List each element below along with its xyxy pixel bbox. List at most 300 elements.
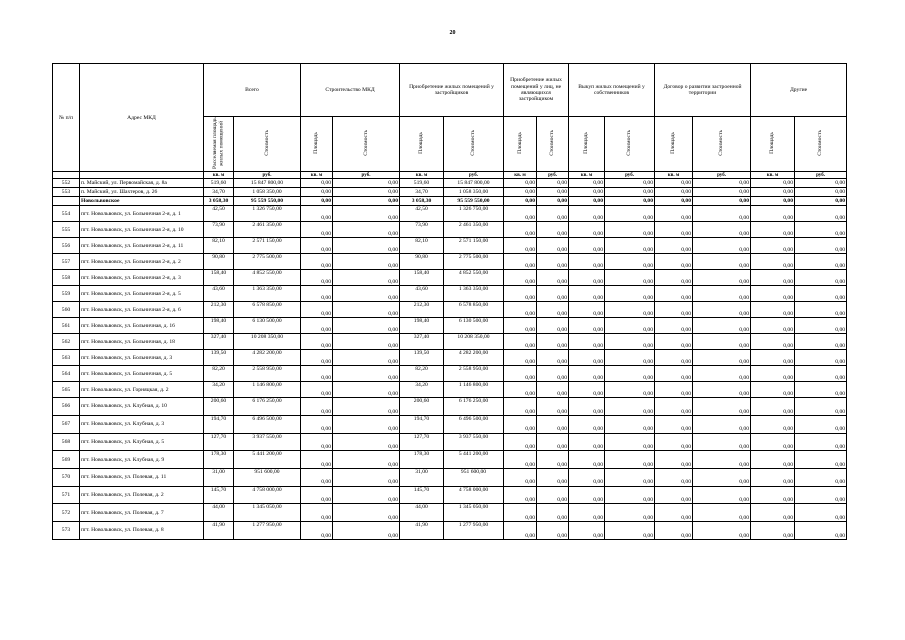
- area-value: 0,00: [504, 486, 537, 504]
- cost-value: 1 345 050,00: [234, 504, 301, 522]
- cost-value: 0,00: [795, 318, 847, 334]
- address-cell: пгт. Новольвовск, ул. Больничная, д. 5: [80, 366, 204, 382]
- cost-value: 0,00: [537, 302, 569, 318]
- cost-value: 4 282 200,00: [234, 350, 301, 366]
- cost-value: 0,00: [537, 451, 569, 469]
- area-value: 0,00: [504, 302, 537, 318]
- area-value: 0,00: [569, 318, 605, 334]
- cost-value: 0,00: [795, 433, 847, 451]
- area-value: 0,00: [504, 238, 537, 254]
- cost-value: 0,00: [693, 318, 751, 334]
- cost-value: 0,00: [795, 286, 847, 302]
- cost-value: 0,00: [693, 382, 751, 398]
- cost-value: 0,00: [693, 254, 751, 270]
- row-number: 564: [53, 366, 80, 382]
- cost-value: 0,00: [605, 318, 655, 334]
- area-value: 178,30: [204, 451, 234, 469]
- cost-value: 0,00: [795, 398, 847, 416]
- area-value: 0,00: [301, 486, 333, 504]
- row-number: 556: [53, 238, 80, 254]
- area-value: 0,00: [655, 270, 693, 286]
- cost-value: 0,00: [605, 350, 655, 366]
- area-value: 0,00: [655, 179, 693, 188]
- cost-value: 0,00: [795, 334, 847, 350]
- row-number: 567: [53, 415, 80, 433]
- cost-value: 2 461 350,00: [234, 222, 301, 238]
- cost-value: 0,00: [537, 179, 569, 188]
- area-value: 0,00: [569, 366, 605, 382]
- cost-value: 0,00: [605, 179, 655, 188]
- units-row: [53, 172, 847, 179]
- area-value: 0,00: [504, 179, 537, 188]
- cost-value: 0,00: [693, 398, 751, 416]
- area-value: 31,00: [400, 469, 444, 487]
- cost-value: 0,00: [605, 222, 655, 238]
- cost-value: 5 441 200,00: [234, 451, 301, 469]
- address-cell: пгт. Новольвовск, ул. Клубная, д. 3: [80, 415, 204, 433]
- address-cell: пгт. Новольвовск, ул. Больничная 2-я, д. 3: [80, 270, 204, 286]
- area-value: 200,60: [400, 398, 444, 416]
- cost-value: 2 775 500,00: [234, 254, 301, 270]
- unit-label: руб.: [693, 172, 751, 179]
- unit-label: кв. м: [504, 172, 537, 179]
- area-value: 43,60: [204, 286, 234, 302]
- table-header: [53, 64, 847, 179]
- cost-value: 3 937 550,00: [234, 433, 301, 451]
- unit-label: руб.: [333, 172, 400, 179]
- row-number: 560: [53, 302, 80, 318]
- area-value: 127,70: [204, 433, 234, 451]
- area-value: 0,00: [655, 451, 693, 469]
- area-value: 0,00: [569, 486, 605, 504]
- cost-value: 0,00: [795, 451, 847, 469]
- table-row: [53, 486, 847, 504]
- unit-label: руб.: [234, 172, 301, 179]
- resettlement-table: [52, 63, 847, 540]
- header-group-purchase-developer: Приобретение жилых помещений у застройщиков: [400, 64, 504, 117]
- area-value: 82,20: [400, 366, 444, 382]
- area-value: 0,00: [751, 486, 795, 504]
- cost-value: 5 441 200,00: [444, 451, 504, 469]
- cost-value: 0,00: [605, 206, 655, 222]
- area-value: 0,00: [751, 188, 795, 197]
- cost-value: 0,00: [605, 504, 655, 522]
- cost-value: 0,00: [537, 486, 569, 504]
- area-value: 0,00: [569, 197, 605, 206]
- unit-label: кв. м: [301, 172, 333, 179]
- area-value: 0,00: [504, 286, 537, 302]
- area-value: 194,70: [204, 415, 234, 433]
- area-value: 41,90: [400, 522, 444, 540]
- area-value: 158,40: [400, 270, 444, 286]
- area-value: 0,00: [504, 522, 537, 540]
- area-value: 0,00: [655, 433, 693, 451]
- address-cell: пгт. Новольвовск, ул. Клубная, д. 9: [80, 451, 204, 469]
- cost-value: 0,00: [333, 254, 400, 270]
- cost-value: 0,00: [537, 334, 569, 350]
- area-value: 0,00: [301, 206, 333, 222]
- area-value: 0,00: [301, 469, 333, 487]
- cost-value: 0,00: [605, 270, 655, 286]
- address-cell: пгт. Новольвовск, ул. Больничная 2-я, д. 6: [80, 302, 204, 318]
- row-number: 572: [53, 504, 80, 522]
- area-value: 0,00: [504, 270, 537, 286]
- cost-value: 10 208 350,00: [444, 334, 504, 350]
- cost-value: 0,00: [693, 222, 751, 238]
- address-cell: п. Майский, ул. Шахтеров, д. 26: [80, 188, 204, 197]
- header-group-construction: Строительство МКД: [301, 64, 400, 117]
- district-name: Новольвовское: [80, 197, 204, 206]
- address-cell: пгт. Новольвовск, ул. Больничная 2-я, д. 2: [80, 254, 204, 270]
- area-value: 90,80: [204, 254, 234, 270]
- area-value: 0,00: [504, 366, 537, 382]
- area-value: 0,00: [301, 398, 333, 416]
- unit-label: кв. м: [569, 172, 605, 179]
- area-value: 0,00: [655, 188, 693, 197]
- cost-value: 0,00: [605, 334, 655, 350]
- address-cell: п. Майский, ул. Первомайская, д. 8а: [80, 179, 204, 188]
- cost-value: 0,00: [605, 197, 655, 206]
- area-value: 0,00: [569, 238, 605, 254]
- cost-value: 0,00: [605, 398, 655, 416]
- cost-value: 0,00: [537, 398, 569, 416]
- row-number: 562: [53, 334, 80, 350]
- cost-value: 0,00: [693, 469, 751, 487]
- address-cell: пгт. Новольвовск, ул. Клубная, д. 5: [80, 433, 204, 451]
- cost-value: 0,00: [795, 415, 847, 433]
- row-number: 569: [53, 451, 80, 469]
- area-value: 0,00: [569, 504, 605, 522]
- header-group-other: Другие: [751, 64, 847, 117]
- cost-value: 6 578 850,00: [444, 302, 504, 318]
- area-value: 31,00: [204, 469, 234, 487]
- cost-value: 0,00: [333, 334, 400, 350]
- row-number: [53, 197, 80, 206]
- area-value: 0,00: [569, 433, 605, 451]
- cost-value: 4 852 550,00: [234, 270, 301, 286]
- cost-value: 10 208 350,00: [234, 334, 301, 350]
- area-value: 3 058,30: [204, 197, 234, 206]
- area-value: 0,00: [655, 366, 693, 382]
- area-value: 519,60: [204, 179, 234, 188]
- cost-value: 6 496 500,00: [444, 415, 504, 433]
- cost-value: 15 847 800,00: [444, 179, 504, 188]
- cost-value: 6 496 500,00: [234, 415, 301, 433]
- area-value: 0,00: [504, 188, 537, 197]
- cost-value: 0,00: [333, 188, 400, 197]
- cost-value: 1 345 050,00: [444, 504, 504, 522]
- cost-value: 1 363 350,00: [444, 286, 504, 302]
- area-value: 0,00: [655, 286, 693, 302]
- area-value: 0,00: [751, 318, 795, 334]
- cost-value: 951 600,00: [444, 469, 504, 487]
- area-value: 0,00: [301, 451, 333, 469]
- header-group-purchase-non-developer: Приобретение жилых помещений у лиц, не являющихся застройщиком: [504, 64, 569, 117]
- area-value: 0,00: [301, 270, 333, 286]
- area-value: 0,00: [751, 302, 795, 318]
- cost-value: 6 130 500,00: [444, 318, 504, 334]
- cost-value: 2 571 150,00: [444, 238, 504, 254]
- area-value: 90,80: [400, 254, 444, 270]
- area-value: 34,70: [400, 188, 444, 197]
- cost-value: 2 571 150,00: [234, 238, 301, 254]
- cost-value: 0,00: [537, 318, 569, 334]
- cost-value: 0,00: [795, 206, 847, 222]
- cost-value: 0,00: [693, 433, 751, 451]
- cost-value: 0,00: [537, 415, 569, 433]
- area-value: 0,00: [504, 222, 537, 238]
- unit-label: руб.: [444, 172, 504, 179]
- area-value: 0,00: [655, 504, 693, 522]
- cost-value: 0,00: [795, 197, 847, 206]
- area-value: 0,00: [751, 350, 795, 366]
- area-value: 0,00: [504, 206, 537, 222]
- area-value: 145,70: [204, 486, 234, 504]
- cost-value: 1 363 350,00: [234, 286, 301, 302]
- header-group-buyout: Выкуп жилых помещений у собственников: [569, 64, 655, 117]
- table-body: [53, 179, 847, 540]
- table-row: [53, 286, 847, 302]
- cost-value: 0,00: [795, 188, 847, 197]
- table-row: [53, 366, 847, 382]
- area-value: 0,00: [751, 238, 795, 254]
- cost-value: 0,00: [795, 486, 847, 504]
- area-value: 0,00: [301, 433, 333, 451]
- cost-value: 0,00: [795, 222, 847, 238]
- area-value: 198,40: [400, 318, 444, 334]
- cost-value: 0,00: [795, 382, 847, 398]
- area-value: 0,00: [655, 197, 693, 206]
- table-row: [53, 334, 847, 350]
- unit-label: кв. м: [751, 172, 795, 179]
- area-value: 0,00: [655, 522, 693, 540]
- table-row: [53, 415, 847, 433]
- table-row: [53, 302, 847, 318]
- cost-value: 0,00: [605, 486, 655, 504]
- area-value: 0,00: [569, 254, 605, 270]
- area-value: 0,00: [569, 286, 605, 302]
- area-value: 327,40: [204, 334, 234, 350]
- area-value: 0,00: [504, 382, 537, 398]
- header-cost: Стоимость: [537, 117, 569, 172]
- cost-value: 0,00: [537, 469, 569, 487]
- cost-value: 0,00: [605, 433, 655, 451]
- cost-value: 0,00: [693, 486, 751, 504]
- area-value: 194,70: [400, 415, 444, 433]
- area-value: 0,00: [569, 302, 605, 318]
- area-value: 0,00: [301, 179, 333, 188]
- cost-value: 0,00: [537, 197, 569, 206]
- row-number: 557: [53, 254, 80, 270]
- cost-value: 0,00: [795, 366, 847, 382]
- cost-value: 0,00: [333, 318, 400, 334]
- area-value: 0,00: [301, 286, 333, 302]
- area-value: 0,00: [301, 197, 333, 206]
- area-value: 0,00: [569, 522, 605, 540]
- cost-value: 0,00: [795, 179, 847, 188]
- area-value: 200,60: [204, 398, 234, 416]
- cost-value: 0,00: [537, 433, 569, 451]
- cost-value: 0,00: [333, 504, 400, 522]
- area-value: 0,00: [569, 188, 605, 197]
- cost-value: 0,00: [693, 451, 751, 469]
- area-value: 0,00: [504, 504, 537, 522]
- table-row: [53, 382, 847, 398]
- address-cell: пгт. Новольвовск, ул. Полевая, д. 7: [80, 504, 204, 522]
- cost-value: 0,00: [537, 350, 569, 366]
- cost-value: 95 559 550,00: [234, 197, 301, 206]
- cost-value: 0,00: [537, 222, 569, 238]
- cost-value: 0,00: [537, 206, 569, 222]
- header-cost: Стоимость: [444, 117, 504, 172]
- table-row: [53, 522, 847, 540]
- area-value: 178,30: [400, 451, 444, 469]
- header-cost: Стоимость: [333, 117, 400, 172]
- area-value: 34,70: [204, 188, 234, 197]
- row-number: 563: [53, 350, 80, 366]
- area-value: 0,00: [504, 197, 537, 206]
- cost-value: 6 578 850,00: [234, 302, 301, 318]
- cost-value: 0,00: [693, 366, 751, 382]
- row-number: 571: [53, 486, 80, 504]
- area-value: 43,60: [400, 286, 444, 302]
- cost-value: 0,00: [605, 302, 655, 318]
- table-row: [53, 206, 847, 222]
- cost-value: 0,00: [795, 238, 847, 254]
- header-cost: Стоимость: [605, 117, 655, 172]
- area-value: 0,00: [751, 415, 795, 433]
- area-value: 34,20: [204, 382, 234, 398]
- header-area: Площадь: [504, 117, 537, 172]
- area-value: 0,00: [504, 469, 537, 487]
- area-value: 0,00: [751, 254, 795, 270]
- cost-value: 2 558 950,00: [234, 366, 301, 382]
- cost-value: 0,00: [605, 415, 655, 433]
- area-value: 0,00: [655, 302, 693, 318]
- cost-value: 0,00: [795, 270, 847, 286]
- cost-value: 15 847 800,00: [234, 179, 301, 188]
- cost-value: 0,00: [605, 188, 655, 197]
- area-value: 0,00: [751, 504, 795, 522]
- area-value: 0,00: [569, 398, 605, 416]
- page-number: 20: [449, 30, 456, 36]
- cost-value: 0,00: [795, 302, 847, 318]
- cost-value: 0,00: [693, 188, 751, 197]
- area-value: 127,70: [400, 433, 444, 451]
- area-value: 158,40: [204, 270, 234, 286]
- row-number: 554: [53, 206, 80, 222]
- area-value: 0,00: [301, 302, 333, 318]
- area-value: 0,00: [751, 469, 795, 487]
- area-value: 42,50: [400, 206, 444, 222]
- area-value: 44,00: [204, 504, 234, 522]
- address-cell: пгт. Новольвовск, ул. Больничная 2-я, д. 10: [80, 222, 204, 238]
- area-value: 73,90: [204, 222, 234, 238]
- table-row: [53, 433, 847, 451]
- area-value: 0,00: [301, 522, 333, 540]
- cost-value: 4 758 000,00: [444, 486, 504, 504]
- area-value: 0,00: [569, 179, 605, 188]
- area-value: 0,00: [569, 222, 605, 238]
- cost-value: 0,00: [333, 433, 400, 451]
- cost-value: 0,00: [333, 451, 400, 469]
- header-area: Площадь: [400, 117, 444, 172]
- area-value: 0,00: [751, 270, 795, 286]
- area-value: 0,00: [301, 366, 333, 382]
- area-value: 0,00: [751, 366, 795, 382]
- cost-value: 0,00: [693, 350, 751, 366]
- cost-value: 4 758 000,00: [234, 486, 301, 504]
- table-row: [53, 254, 847, 270]
- cost-value: 0,00: [333, 398, 400, 416]
- area-value: 82,20: [204, 366, 234, 382]
- cost-value: 0,00: [333, 382, 400, 398]
- area-value: 0,00: [655, 334, 693, 350]
- unit-label: кв. м: [655, 172, 693, 179]
- table-row: [53, 350, 847, 366]
- area-value: 0,00: [301, 188, 333, 197]
- cost-value: 95 559 550,00: [444, 197, 504, 206]
- header-area: Площадь: [655, 117, 693, 172]
- address-cell: пгт. Новольвовск, ул. Полевая, д. 2: [80, 486, 204, 504]
- address-cell: пгт. Новольвовск, ул. Больничная, д. 3: [80, 350, 204, 366]
- cost-value: 0,00: [795, 469, 847, 487]
- table-row: [53, 451, 847, 469]
- area-value: 0,00: [751, 451, 795, 469]
- header-address: Адрес МКД: [80, 64, 204, 172]
- cost-value: 0,00: [537, 238, 569, 254]
- area-value: 41,90: [204, 522, 234, 540]
- area-value: 0,00: [504, 451, 537, 469]
- cost-value: 6 176 250,00: [234, 398, 301, 416]
- area-value: 0,00: [301, 238, 333, 254]
- cost-value: 0,00: [795, 350, 847, 366]
- cost-value: 2 558 950,00: [444, 366, 504, 382]
- area-value: 0,00: [751, 286, 795, 302]
- cost-value: 0,00: [605, 238, 655, 254]
- area-value: 0,00: [569, 206, 605, 222]
- area-value: 0,00: [504, 334, 537, 350]
- area-value: 0,00: [504, 398, 537, 416]
- area-value: 519,60: [400, 179, 444, 188]
- cost-value: 0,00: [537, 286, 569, 302]
- table-row: [53, 398, 847, 416]
- table-row: [53, 238, 847, 254]
- area-value: 0,00: [504, 415, 537, 433]
- area-value: 0,00: [569, 334, 605, 350]
- header-area: Площадь: [301, 117, 333, 172]
- subtotal-row: [53, 197, 847, 206]
- header-group-territory-development: Договор о развитии застроенной территории: [655, 64, 751, 117]
- cost-value: 1 326 750,00: [234, 206, 301, 222]
- cost-value: 0,00: [605, 382, 655, 398]
- area-value: 0,00: [301, 350, 333, 366]
- area-value: 0,00: [655, 415, 693, 433]
- area-value: 0,00: [504, 254, 537, 270]
- area-value: 3 058,30: [400, 197, 444, 206]
- cost-value: 0,00: [333, 238, 400, 254]
- cost-value: 0,00: [537, 270, 569, 286]
- area-value: 0,00: [569, 382, 605, 398]
- cost-value: 1 326 750,00: [444, 206, 504, 222]
- row-number: 559: [53, 286, 80, 302]
- area-value: 145,70: [400, 486, 444, 504]
- cost-value: 0,00: [537, 366, 569, 382]
- header-cost: Стоимость: [795, 117, 847, 172]
- cost-value: 0,00: [693, 197, 751, 206]
- cost-value: 0,00: [333, 415, 400, 433]
- cost-value: 0,00: [693, 302, 751, 318]
